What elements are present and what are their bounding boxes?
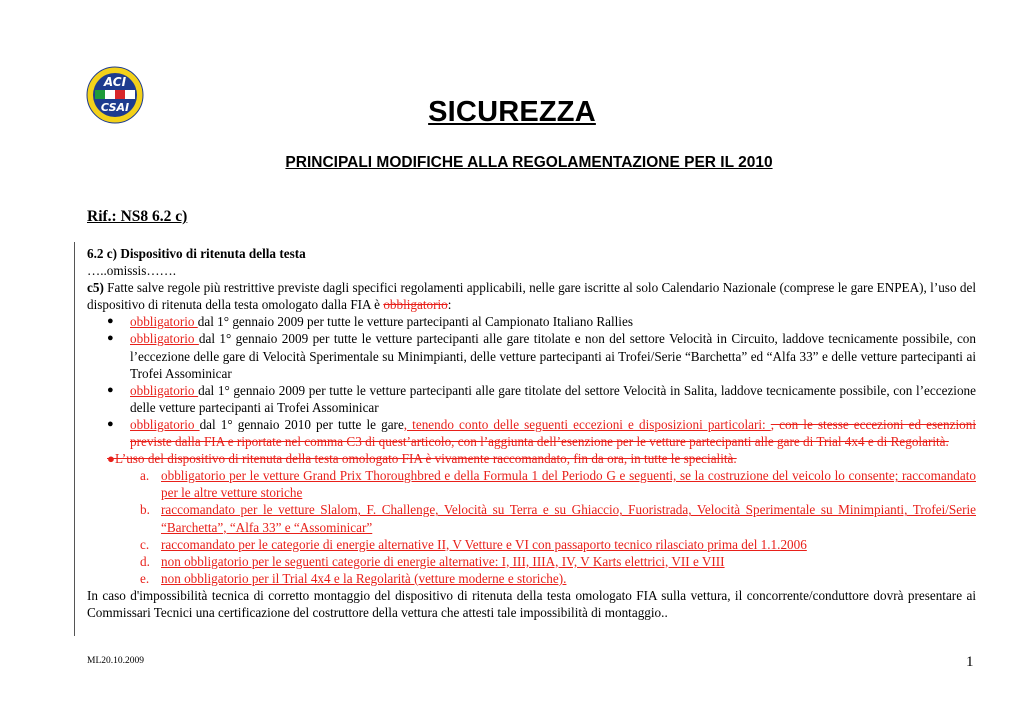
list-item (87, 467, 976, 501)
list-item (87, 501, 976, 535)
list-item (87, 553, 976, 570)
logo-top-text: ACI (103, 75, 127, 89)
c5-deleted: obbligatorio (383, 297, 448, 313)
list-item (87, 570, 976, 587)
list-item-text: dal 1° gennaio 2009 per tutte le vetture partecipanti al Campionato Italiano Rallies (197, 314, 633, 330)
bullet-icon: ● (107, 383, 114, 396)
section-heading: 6.2 c) Dispositivo di ritenuta della testa (87, 246, 306, 261)
list-item-text: non obbligatorio per le seguenti categorie di energie alternative: I, III, IIIA, IV, V Karts elettrici, VII e VIII (161, 553, 725, 569)
list-item-text: non obbligatorio per il Trial 4x4 e la Regolarità (vetture moderne e storiche). (161, 570, 567, 586)
bullet-icon: ● (107, 332, 114, 345)
deleted-bullet (87, 450, 976, 467)
inserted-text: obbligatorio (130, 314, 198, 330)
page-title: SICUREZZA (428, 96, 596, 128)
bullet-list (87, 313, 976, 450)
logo-bottom-text: CSAI (100, 101, 130, 114)
inserted-text: obbligatorio (130, 331, 199, 347)
bullet-icon: ● (107, 451, 115, 467)
list-item (87, 330, 976, 381)
document-body (87, 245, 976, 621)
page-number: 1 (966, 654, 974, 670)
page-subtitle: PRINCIPALI MODIFICHE ALLA REGOLAMENTAZIONE PER IL 2010 (285, 154, 773, 171)
list-item-text: dal 1° gennaio 2009 per tutte le vetture partecipanti alle gare titolate e non del settore Velocità in Circuito, laddove tecnicamente possibile, con l’eccezione delle gare di Velocità Sperimentale su Minimpianti, delle vetture partecipanti ai Trofei/Serie “Barchetta” ed “Alfa 33” e delle vetture partecipanti ai Trofei Assominicar (130, 331, 976, 381)
list-marker: b. (140, 502, 150, 518)
deleted-text: , con le stesse eccezioni ed esenzioni previste dalla FIA e riportate nel comma C3 di quest’articolo, con l’aggiunta dell’esenzione per le vetture partecipanti alle gare di Trial 4x4 e di Regolarità. (130, 416, 976, 450)
list-item-text: dal 1° gennaio 2009 per tutte le vetture partecipanti alle gare titolate del settore Velocità in Salita, laddove tecnicamente possibile, con l’eccezione delle vetture partecipanti ai Trofei Assominicar (130, 382, 976, 415)
list-item-text: raccomandato per le categorie di energie alternative II, V Vetture e VI con passaporto tecnico rilasciato prima del 1.1.2006 (161, 536, 807, 552)
change-bar (74, 242, 75, 636)
inserted-text: obbligatorio (130, 382, 199, 398)
list-item-text: obbligatorio per le vetture Grand Prix Thoroughbred e della Formula 1 del Periodo G e seguenti, se la costruzione del veicolo lo consente; raccomandato per le altre vetture storiche (161, 468, 976, 501)
list-marker: a. (140, 468, 150, 484)
list-item (87, 416, 976, 450)
list-item (87, 382, 976, 416)
list-item-text: raccomandato per le vetture Slalom, F. Challenge, Velocità su Terra e su Ghiaccio, Fuoristrada, Velocità Sperimentale su Minimpianti, Trofei/Serie “Barchetta”, “Alfa 33” e “Assominicar” (161, 502, 976, 535)
inserted-text: , tenendo conto delle seguenti eccezioni e disposizioni particolari: (403, 416, 771, 432)
list-marker: c. (140, 536, 150, 552)
list-item-text: dal 1° gennaio 2010 per tutte le gare (199, 416, 404, 432)
c5-text: Fatte salve regole più restrittive previste dagli specifici regolamenti applicabili, nelle gare iscritte al solo Calendario Nazionale (comprese le gare ENPEA), l’uso del dispositivo di ritenuta della testa omologato dalla FIA è (87, 280, 976, 313)
reference: Rif.: NS8 6.2 c) (87, 208, 188, 225)
deleted-text: L’uso del dispositivo di ritenuta della testa omologato FIA è vivamente raccomandato, fin da ora, in tutte le specialità. (114, 451, 737, 467)
list-marker: e. (140, 570, 150, 586)
c5-label: c5) (87, 280, 104, 296)
bullet-icon: ● (107, 417, 114, 430)
footer-code: ML20.10.2009 (87, 656, 144, 666)
c5-end: : (447, 297, 452, 313)
list-item (87, 313, 976, 330)
list-item (87, 536, 976, 553)
sub-list (87, 467, 976, 587)
c5-paragraph (87, 279, 976, 313)
inserted-text: obbligatorio (130, 416, 200, 432)
list-marker: d. (140, 553, 150, 569)
omissis: …..omissis……. (87, 263, 177, 279)
bullet-icon: ● (107, 315, 114, 328)
closing-paragraph: In caso d'impossibilità tecnica di corretto montaggio del dispositivo di ritenuta della testa omologato FIA sulla vettura, il concorrente/conduttore dovrà presentare ai Commissari Tecnici una certificazione del costruttore della vettura che attesti tale impossibilità di montaggio.. (87, 587, 976, 620)
